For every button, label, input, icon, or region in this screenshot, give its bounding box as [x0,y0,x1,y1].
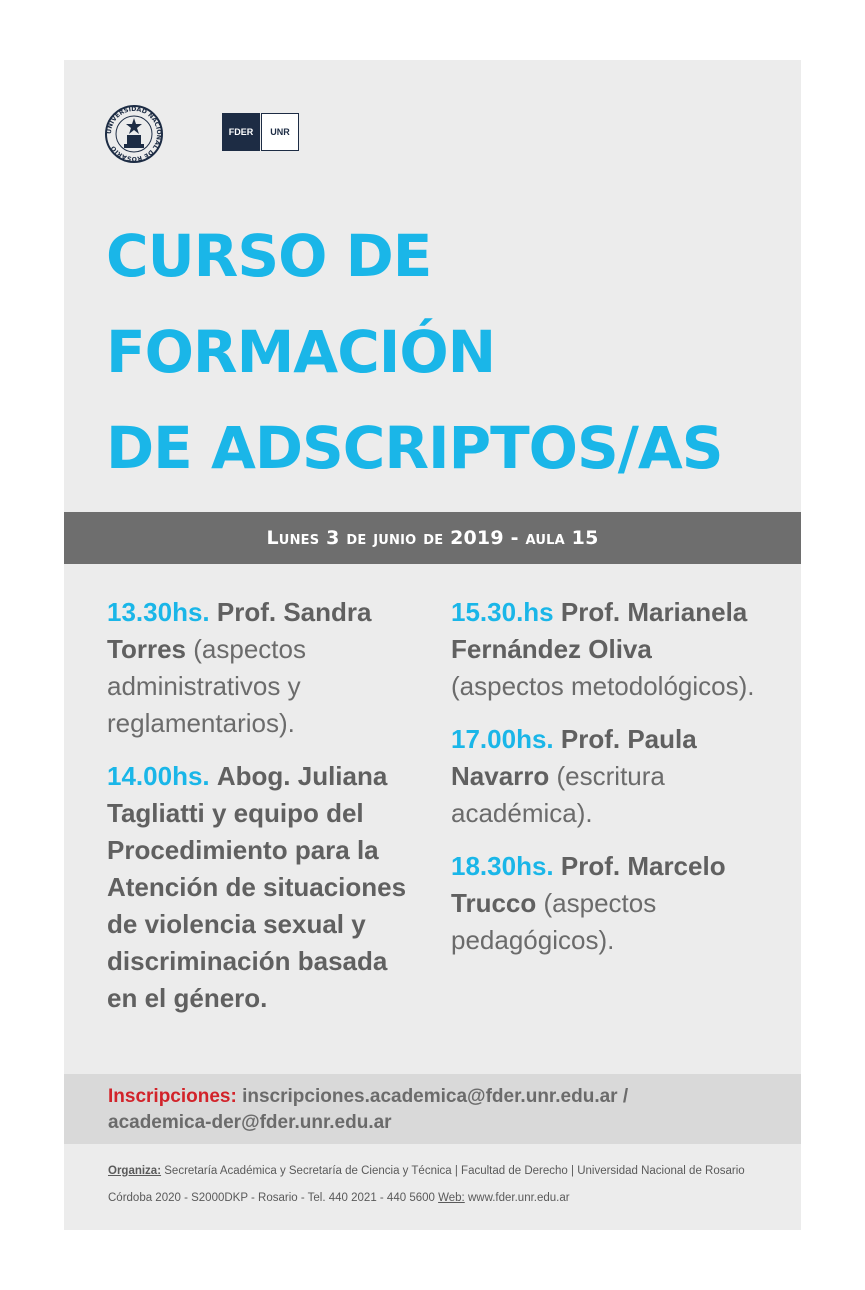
footer-organiza-line [108,1158,788,1185]
organiza-text: Secretaría Académica y Secretaría de Ciencia y Técnica | Facultad de Derecho | Universidad Nacional de Rosario [164,1165,745,1177]
title-line-3: DE ADSCRIPTOS/AS [106,414,723,482]
organiza-label: Organiza: [108,1165,162,1177]
footer [108,1158,788,1212]
schedule-entry [451,848,771,959]
entry-speaker: Prof. Paula Navarro [451,724,697,791]
schedule-entry [107,758,417,1017]
title-line-1: CURSO DE [106,222,432,290]
schedule-entry [451,721,771,832]
entry-description: (aspectos administrativos y reglamentarios). [107,634,306,738]
entry-speaker: Prof. Marcelo Trucco [451,851,726,918]
web-link[interactable]: www.fder.unr.edu.ar [467,1192,570,1204]
schedule-right-column [451,594,771,975]
university-seal-icon [104,104,164,164]
entry-description: (aspectos pedagógicos). [451,888,657,955]
entry-speaker: Prof. Marianela Fernández Oliva [451,597,748,664]
entry-description: (escritura académica). [451,761,665,828]
entry-speaker: Abog. Juliana Tagliatti y equipo del Procedimiento para la Atención de situaciones de violencia sexual y discriminación basada en el género. [107,761,407,1013]
entry-time: 14.00hs. [107,761,210,791]
entry-description: (aspectos metodológicos). [451,671,755,701]
unr-logo: UNR [261,113,299,151]
schedule-left-column [107,594,417,1033]
entry-time: 17.00hs. [451,724,554,754]
svg-text:UNIVERSIDAD NACIONAL DE ROSARI: UNIVERSIDAD NACIONAL DE ROSARIO [105,105,163,163]
academica-email-link[interactable]: academica-der@fder.unr.edu.ar [108,1112,392,1133]
inscripciones-label: Inscripciones: [108,1086,237,1107]
fder-logo: FDER [222,113,260,151]
inscripciones-block [64,1074,801,1144]
address-text: Córdoba 2020 - S2000DKP - Rosario - Tel. 440 2021 - 440 5600 [108,1192,435,1204]
entry-speaker: Prof. Sandra Torres [107,597,372,664]
title-line-2: FORMACIÓN [106,318,496,386]
poster [64,60,801,1230]
entry-time: 13.30hs. [107,597,210,627]
footer-address-line [108,1185,788,1212]
entry-time: 18.30hs. [451,851,554,881]
date-band: Lunes 3 de junio de 2019 - aula 15 [64,512,801,564]
web-label: Web: [438,1192,465,1204]
inscripciones-email-link[interactable]: inscripciones.academica@fder.unr.edu.ar / [242,1086,629,1107]
schedule-entry [451,594,771,705]
entry-time: 15.30.hs [451,597,554,627]
schedule-entry [107,594,417,742]
poster-title [106,208,723,496]
